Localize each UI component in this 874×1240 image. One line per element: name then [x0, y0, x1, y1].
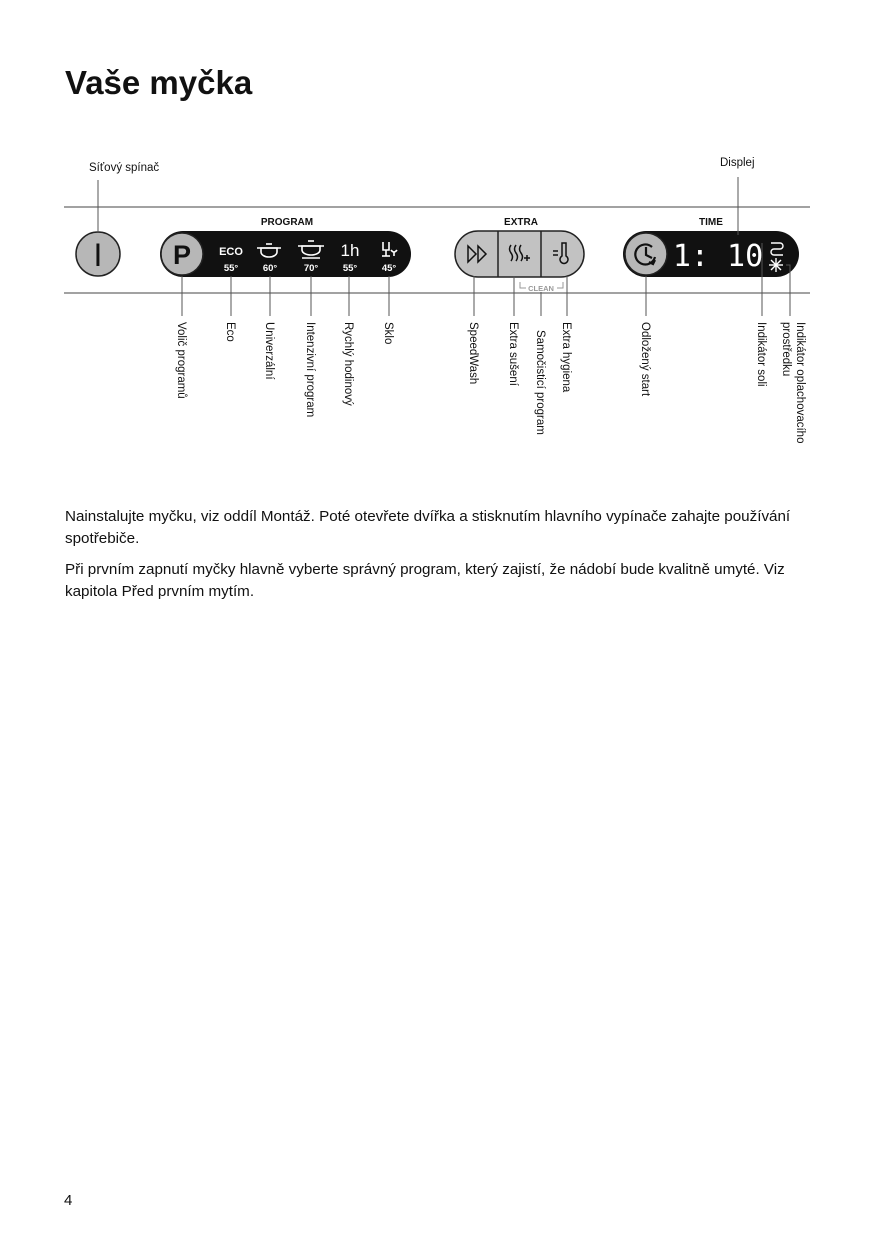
program-glass-temp: 45°: [381, 263, 397, 274]
clean-label: CLEAN: [528, 284, 554, 293]
callout-power-switch-label: Síťový spínač: [89, 162, 160, 174]
power-button-label: I: [93, 237, 103, 273]
program-universal-temp: 60°: [262, 263, 278, 274]
callout-quick-hour: Rychlý hodinový: [342, 322, 354, 406]
one-hour-icon: 1h: [340, 241, 360, 260]
program-one-hour[interactable]: [341, 241, 360, 274]
clean-bracket: [520, 282, 563, 293]
callout-extra-dry: Extra sušení: [507, 322, 519, 386]
callout-rinse-aid-line1: Indikátor oplachovacího: [794, 322, 806, 444]
power-button[interactable]: [76, 232, 120, 276]
program-intensive-temp: 70°: [303, 263, 319, 274]
rinse-aid-indicator-icon: [769, 258, 783, 272]
page-number: 4: [64, 1192, 73, 1209]
section-label-extra: EXTRA: [504, 217, 538, 228]
first-use-paragraph: Při prvním zapnutí myčky hlavně vyberte správný program, který zajistí, že nádobí bude kvalitně umyté. Viz kapitola Před prvním mytím.: [65, 561, 785, 600]
callout-intensive: Intenzivní program: [304, 322, 316, 418]
program-panel: [160, 231, 411, 277]
program-eco-temp: 55°: [223, 263, 239, 274]
callout-program-selector: Volič programů: [175, 322, 187, 399]
extra-panel: [455, 231, 584, 277]
callout-display-label: Displej: [720, 157, 755, 169]
callout-self-clean: Samočisticí program: [534, 330, 546, 435]
callout-display: [720, 157, 755, 235]
callout-rinse-aid-line2: prostředku: [780, 322, 792, 377]
section-label-time: TIME: [699, 217, 723, 228]
callout-universal: Univerzální: [263, 322, 275, 380]
delay-start-button[interactable]: [625, 233, 667, 275]
time-panel: [623, 231, 799, 277]
callout-extra-hygiene: Extra hygiena: [560, 322, 572, 393]
program-one-hour-temp: 55°: [342, 263, 358, 274]
program-selector-button[interactable]: [161, 233, 203, 275]
intro-paragraph: Nainstalujte myčku, viz oddíl Montáž. Poté otevřete dvířka a stisknutím hlavního vypínače zahajte používání spotřebiče.: [65, 508, 791, 547]
callout-eco: Eco: [224, 322, 236, 342]
section-label-program: PROGRAM: [260, 217, 314, 228]
callout-power-switch: [89, 162, 159, 232]
program-button-label: P: [172, 240, 192, 270]
control-panel-diagram: [0, 0, 874, 460]
callout-glass: Sklo: [382, 322, 394, 345]
callout-speedwash: SpeedWash: [467, 322, 479, 385]
page-title: Vaše myčka: [65, 64, 253, 101]
time-display: 1: 10: [672, 239, 764, 274]
callout-salt-indicator: Indikátor soli: [755, 322, 767, 387]
eco-icon: ECO: [219, 246, 243, 258]
callout-labels: [175, 322, 806, 443]
callout-delay-start: Odložený start: [639, 322, 651, 397]
